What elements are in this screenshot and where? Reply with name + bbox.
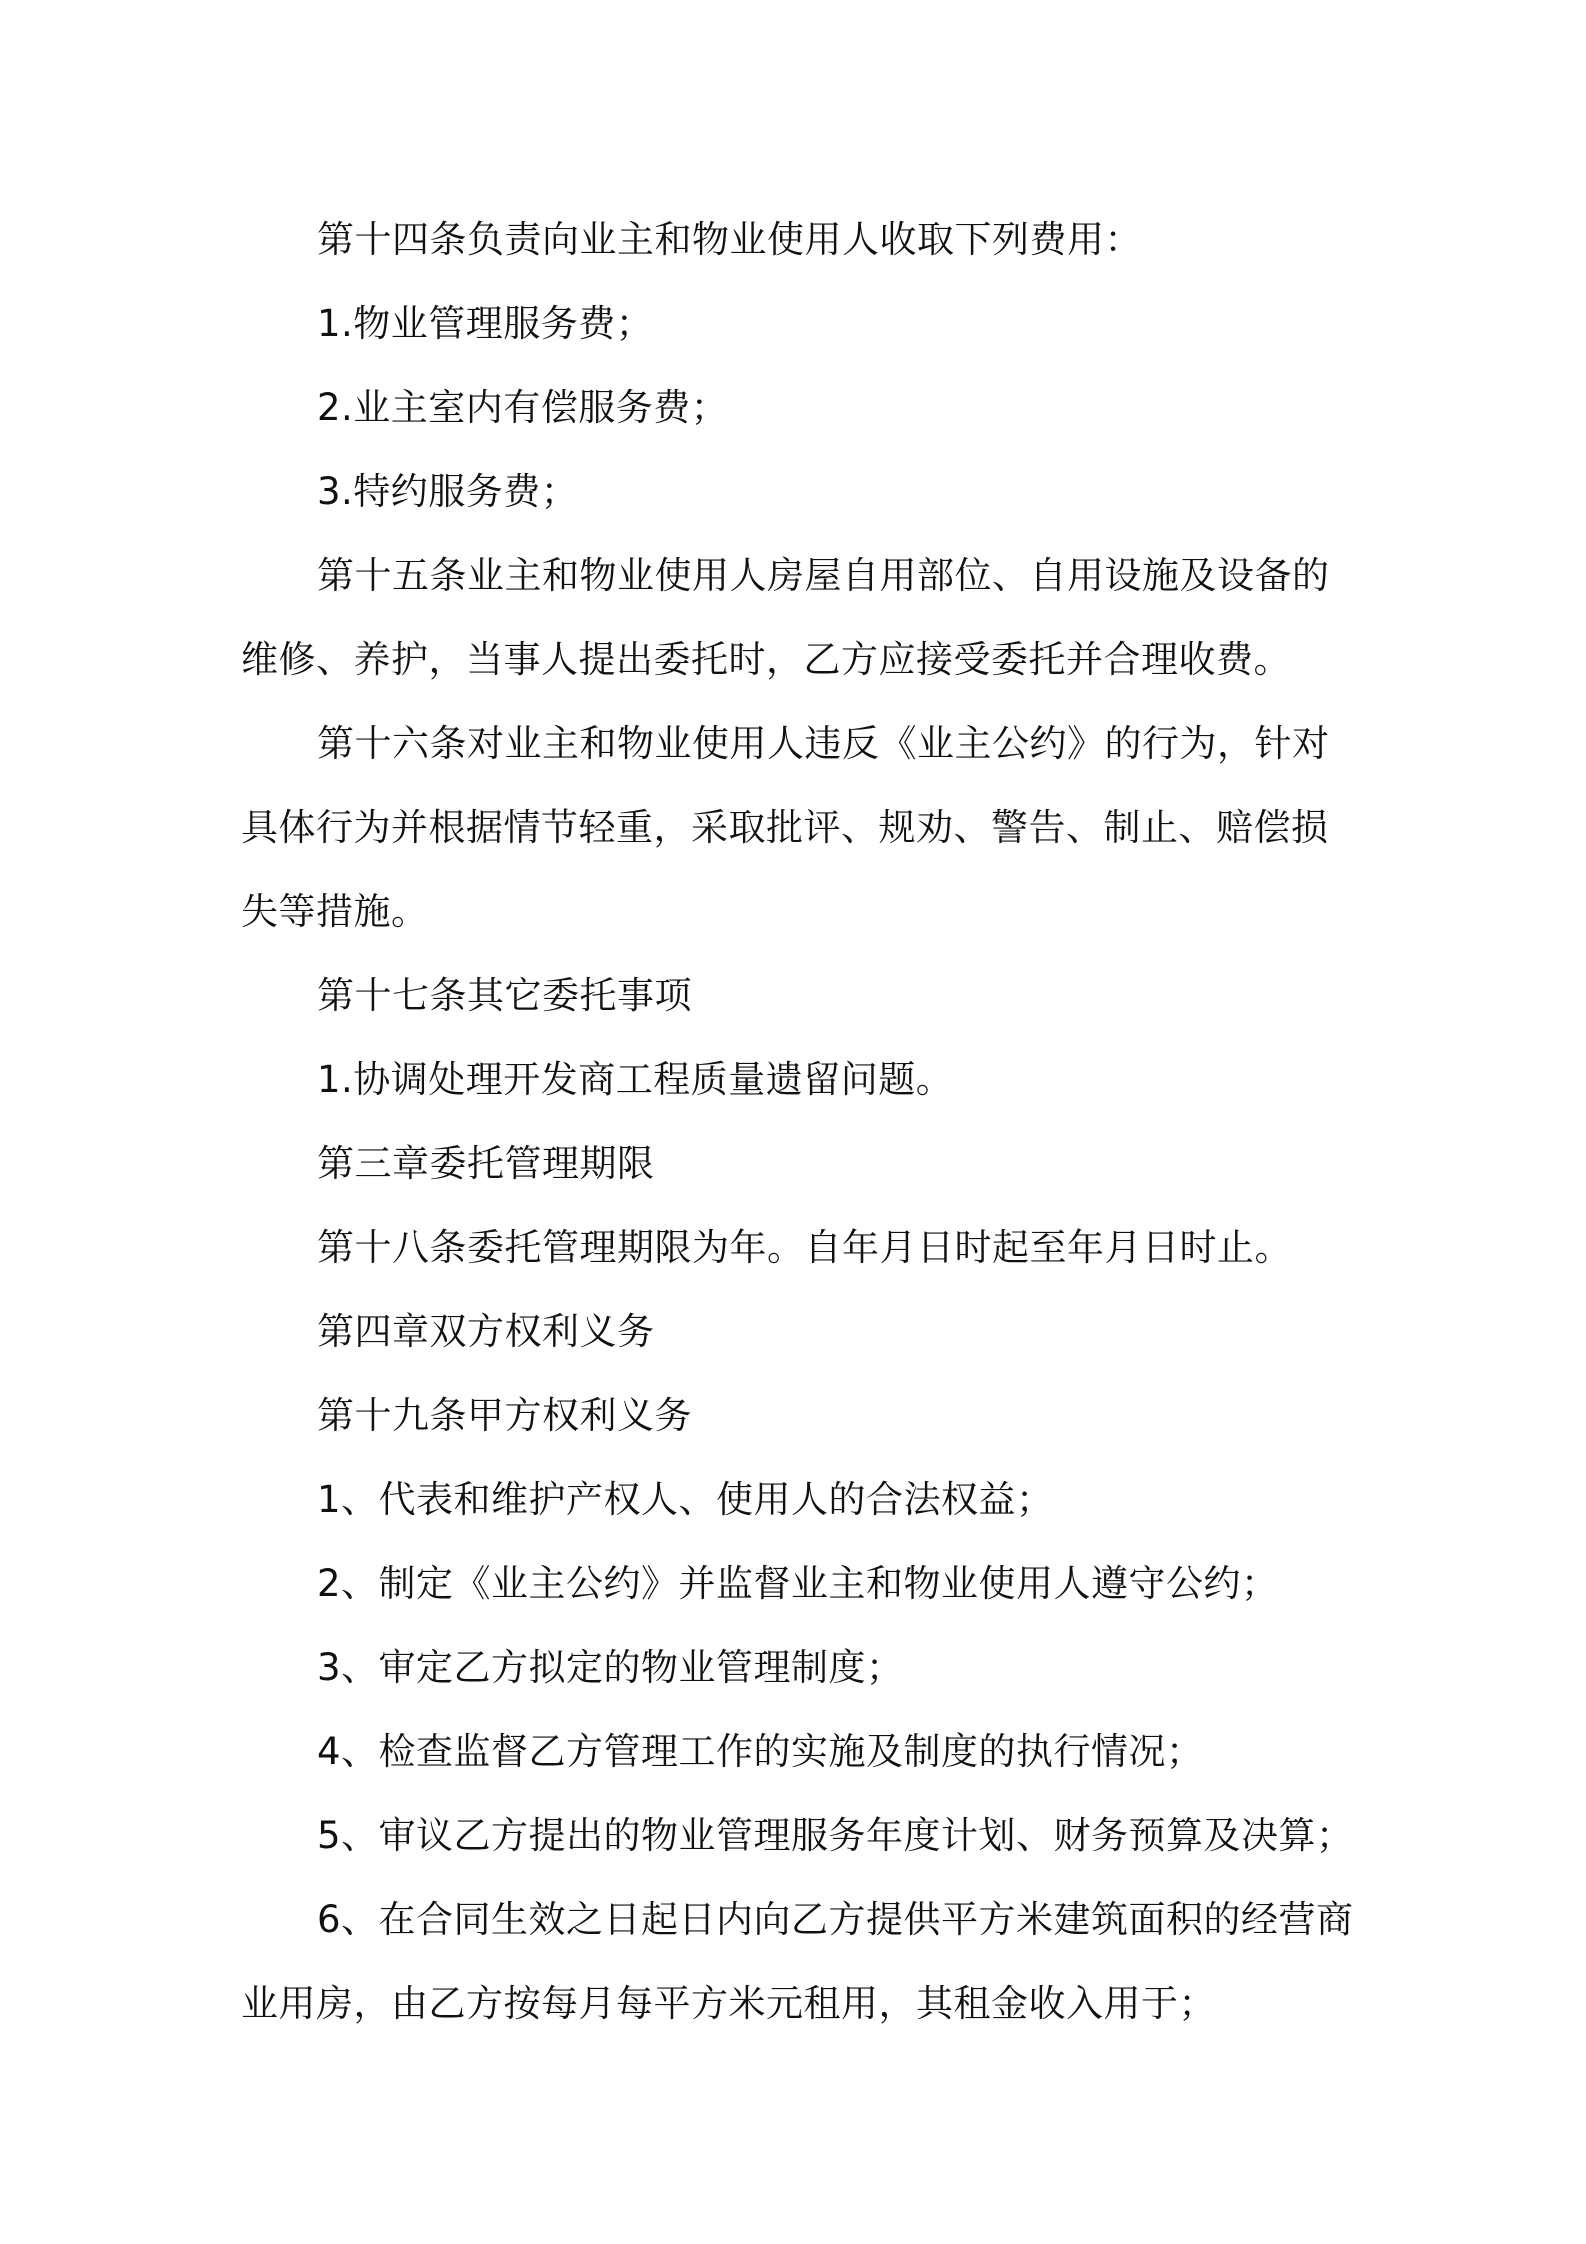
chapter-4-heading: 第四章双方权利义务 xyxy=(317,1310,655,1353)
article-19-item-2: 2、制定《业主公约》并监督业主和物业使用人遵守公约； xyxy=(317,1562,1279,1605)
article-19-item-6: 6、在合同生效之日起日内向乙方提供平方米建筑面积的经营商业用房，由乙方按每月每平方米元租用，其租金收入用于； xyxy=(241,1898,1354,2025)
article-14-item-3: 3.特约服务费； xyxy=(317,470,579,513)
article-19-item-3: 3、审定乙方拟定的物业管理制度； xyxy=(317,1646,904,1689)
article-19: 第十九条甲方权利义务 xyxy=(317,1394,692,1437)
document-body xyxy=(241,198,1361,2046)
article-14-item-2: 2.业主室内有偿服务费； xyxy=(317,386,729,429)
article-15: 第十五条业主和物业使用人房屋自用部位、自用设施及设备的维修、养护，当事人提出委托时，乙方应接受委托并合理收费。 xyxy=(241,554,1330,681)
chapter-3-heading: 第三章委托管理期限 xyxy=(317,1142,655,1185)
article-19-item-4: 4、检查监督乙方管理工作的实施及制度的执行情况； xyxy=(317,1730,1204,1773)
article-18: 第十八条委托管理期限为年。自年月日时起至年月日时止。 xyxy=(317,1226,1292,1269)
article-14: 第十四条负责向业主和物业使用人收取下列费用： xyxy=(317,218,1142,261)
article-17-item-1: 1.协调处理开发商工程质量遗留问题。 xyxy=(317,1058,954,1101)
article-19-item-5: 5、审议乙方提出的物业管理服务年度计划、财务预算及决算； xyxy=(317,1814,1354,1857)
article-19-item-1: 1、代表和维护产权人、使用人的合法权益； xyxy=(317,1478,1054,1521)
article-14-item-1: 1.物业管理服务费； xyxy=(317,302,654,345)
article-16: 第十六条对业主和物业使用人违反《业主公约》的行为，针对具体行为并根据情节轻重，采取批评、规劝、警告、制止、赔偿损失等措施。 xyxy=(241,722,1330,933)
article-17: 第十七条其它委托事项 xyxy=(317,974,692,1017)
